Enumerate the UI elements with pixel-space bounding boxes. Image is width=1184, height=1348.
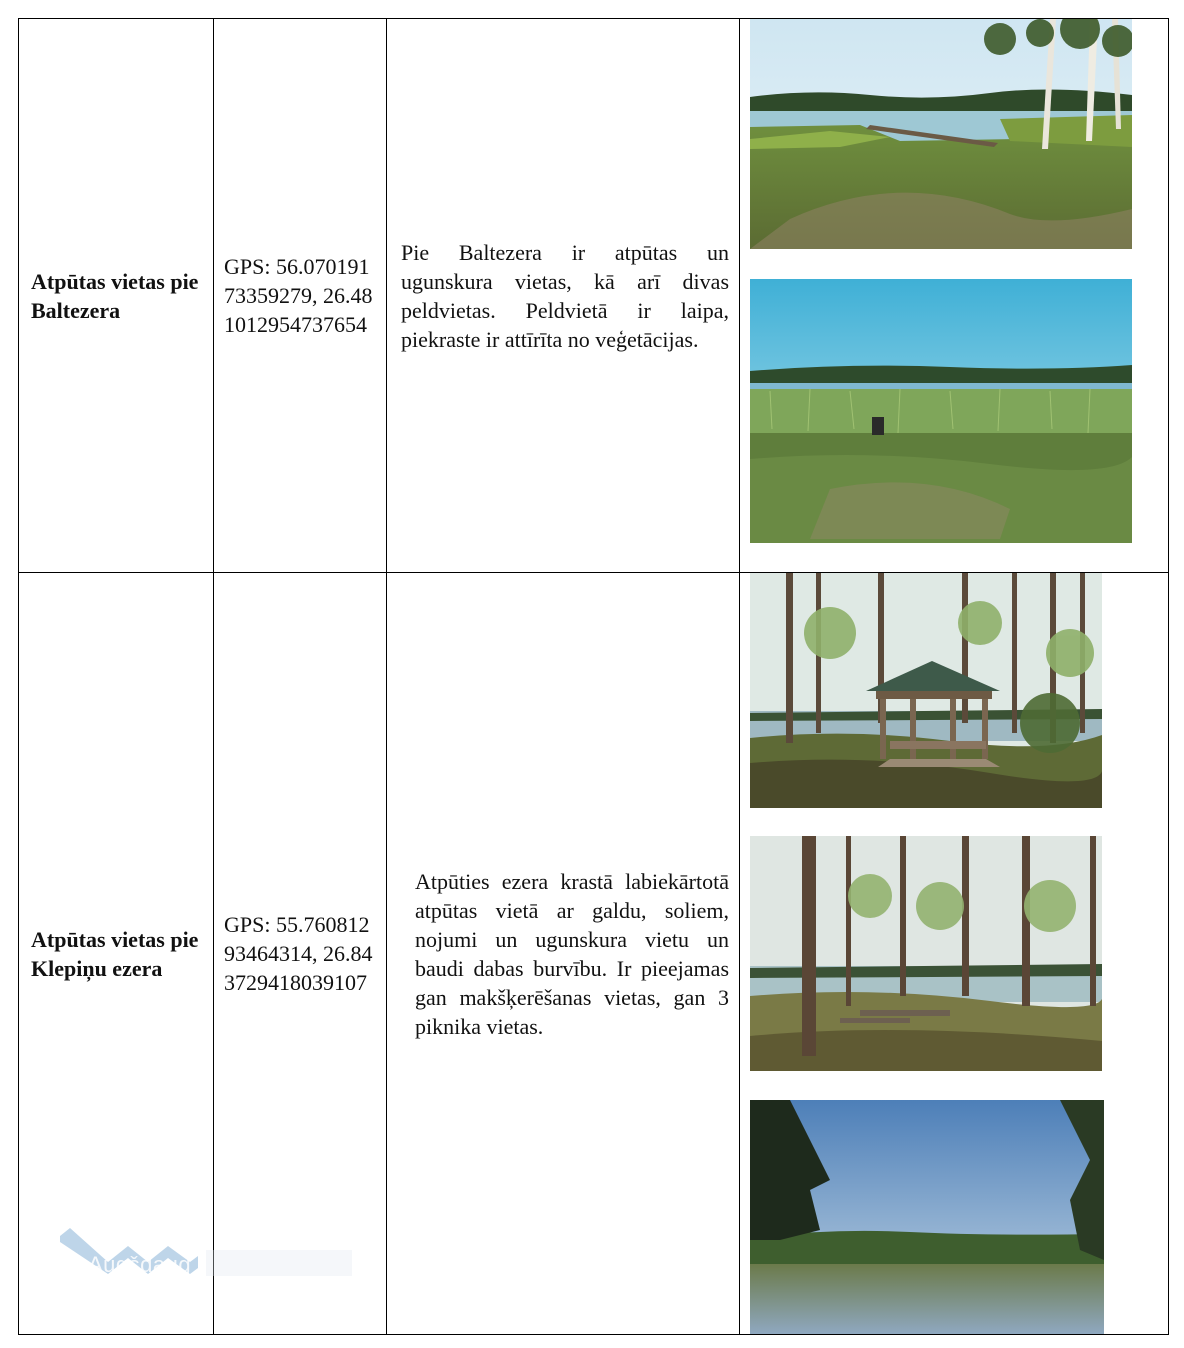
lake-reflection-photo — [750, 1100, 1104, 1334]
table-row — [19, 19, 1169, 573]
places-table — [18, 18, 1169, 1335]
table-row — [19, 573, 1169, 1335]
gps-coordinates: GPS: 56.07019173359279, 26.481012954737654 — [214, 19, 387, 573]
photo-cell — [740, 573, 1169, 1335]
lake-with-jetty-photo — [750, 19, 1132, 249]
place-name: Atpūtas vietas pie Klepiņu ezera — [19, 573, 214, 1335]
watermark-text: Augšdaug — [88, 1252, 192, 1277]
place-description: Pie Baltezera ir atpūtas un ugunskura vietas, kā arī divas peldvietas. Peldvietā ir laipa, piekraste ir attīrīta no veģetācijas. — [387, 19, 740, 573]
lake-with-reeds-photo — [750, 279, 1132, 543]
place-description: Atpūties ezera krastā labiekārtotā atpūtas vietā ar galdu, soliem, nojumi un ugunskura vietu un baudi dabas burvību. Ir pieejamas gan makšķerēšanas vietas, gan 3 piknika vietas. — [387, 573, 740, 1335]
gps-coordinates: GPS: 55.76081293464314, 26.843729418039107 — [214, 573, 387, 1335]
pine-forest-picnic-photo — [750, 836, 1102, 1071]
photo-cell — [740, 19, 1169, 573]
place-name: Atpūtas vietas pie Baltezera — [19, 19, 214, 573]
gazebo-photo — [750, 573, 1102, 808]
